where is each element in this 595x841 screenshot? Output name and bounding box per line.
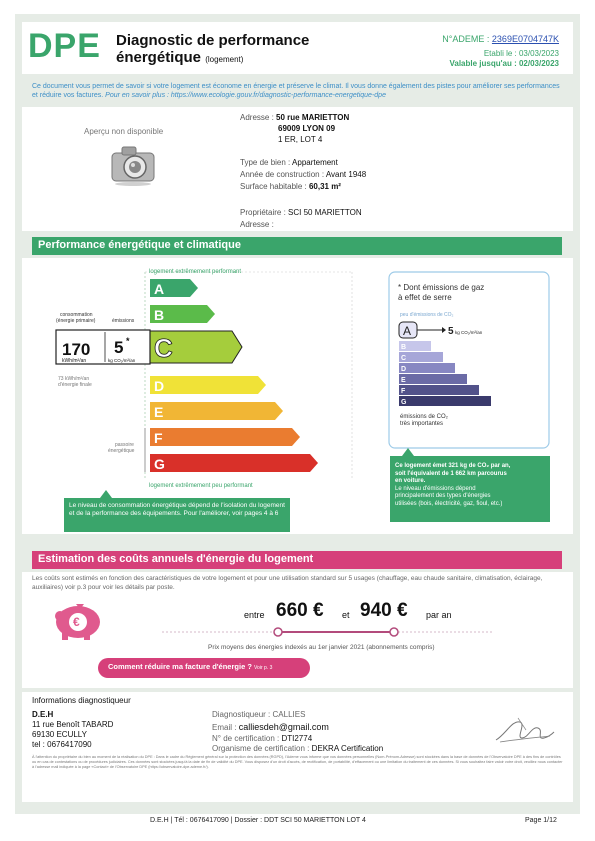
energy-bar-d (150, 376, 266, 394)
intro-more-link[interactable]: Pour en savoir plus : https://www.ecologie.gouv.fr/diagnostic-performance-energetique-dpe (105, 92, 386, 99)
ges-callout-line3: en voiture. (395, 478, 426, 484)
ges-letter-f: F (401, 388, 406, 395)
annee-label: Année de construction : (240, 170, 325, 179)
ges-letter-d: D (401, 366, 407, 373)
cost-max: 940 € (360, 600, 408, 621)
org-value: DEKRA Certification (311, 744, 384, 753)
adresse-line3: 1 ER, LOT 4 (278, 135, 323, 144)
date-etabli: Etabli le : 03/03/2023 (483, 49, 559, 58)
performance-section-title: Performance énergétique et climatique (32, 237, 562, 255)
costs-description: Les coûts sont estimés en fonction des caractéristiques de votre logement et pour une utilisation standard sur 5 usages (chauffage, eau chaude sanitaire, climatisation, éclairage, auxiliaires) voir p.3 pour voir les détails par poste. (32, 575, 543, 591)
energy-letter-b: B (154, 307, 165, 323)
org-label: Organisme de certification : (212, 744, 310, 753)
emis-label: émissions (112, 318, 135, 324)
adresse-line2-wrap (278, 124, 335, 134)
type-label: Type de bien : (240, 158, 291, 167)
costs-box (22, 572, 573, 688)
ges-callout-line6: utilisées (bois, électricité, gaz, fioul, etc.) (395, 500, 503, 507)
conso-unit: kWh/m²/an (62, 358, 87, 364)
energy-letter-e: E (154, 404, 164, 420)
org-row (212, 744, 383, 753)
piggy-bank-icon (50, 596, 106, 642)
type-value: Appartement (292, 158, 338, 167)
title-line1: Diagnostic de performance (116, 32, 310, 49)
signature (492, 710, 556, 748)
energy-bar-c-current (150, 331, 242, 363)
energy-letter-a: A (154, 281, 165, 297)
prices-note: Prix moyens des énergies indexés au 1er janvier 2021 (abonnements compris) (208, 644, 435, 651)
ges-callout-line5: principalement des types d'énergies (395, 493, 491, 499)
cert-row (212, 734, 312, 743)
ges-title-line2: à effet de serre (398, 293, 452, 302)
legal-notice: À l'attention du propriétaire du bien au moment de la réalisation du DPE : Dans le cadre du Règlement général sur la protection des données (RGPD), l'Ademe vous informe que vos données personnelles (Nom-Prénom-Adresse) sont stockées dans la base de données de l'Observatoire DPE à des fins de contrôles ou en cas de contestations ou de procédures judiciaires. Ces données sont stockées jusqu'à la date de fin de validité du DPE. Vous disposez d'un droit d'accès, de rectification, de portabilité, d'effacement ou une limitation du traitement de ces données. Si vous souhaitez faire valoir votre droit, veuillez nous contacter à l'adresse mail indiquée à la page «Contact» de l'Observatoire DPE (https://observatoire-dpe.ademe.fr/). (32, 755, 563, 769)
ges-letter-c: C (401, 355, 407, 362)
footer-text: D.E.H | Tél : 0676417090 | Dossier : DDT SCI 50 MARIETTON LOT 4 (150, 817, 366, 824)
proprio-row (240, 208, 362, 218)
diagnostiqueur-row (212, 710, 305, 719)
annee-row (240, 170, 366, 180)
photo-unavailable-label: Aperçu non disponible (84, 127, 164, 136)
ges-bar-d (399, 363, 455, 373)
final-energy-label: 73 kWh/m²/an d'énergie finale (58, 376, 92, 388)
surface-row (240, 182, 341, 192)
cert-label: N° de certification : (212, 734, 280, 743)
cost-min: 660 € (276, 600, 324, 621)
top-performance-label: logement extrêmement performant (149, 269, 242, 275)
proprio-adresse-label: Adresse : (240, 220, 274, 229)
ges-callout (395, 463, 545, 508)
ges-letter-b: B (401, 344, 407, 351)
energy-bar-f (150, 428, 300, 446)
intro-body: Ce document vous permet de savoir si votre logement est économe en énergie et préserve le climat. Il vous donne également des pistes pour améliorer ses performances et réduire vos factures. (32, 83, 560, 99)
energy-bar-e (150, 402, 283, 420)
ges-letter-a: A (403, 324, 412, 338)
property-block (22, 107, 573, 231)
emis-star: * (126, 336, 130, 346)
ges-bar-g (399, 396, 491, 406)
ges-callout-line4: Le niveau d'émissions dépend (395, 485, 476, 492)
ges-callout-line1: Ce logement émet 321 kg de CO₂ par an, (395, 463, 511, 469)
cert-value: DTI2774 (281, 734, 313, 743)
diagnostic-box (22, 692, 573, 802)
energy-letter-g: G (154, 456, 165, 472)
costs-section-title: Estimation des coûts annuels d'énergie du logement (32, 551, 562, 569)
ges-bar-b (399, 341, 431, 351)
ges-bottom-label-line1: émissions de CO₂ (400, 414, 449, 420)
par-an-label: par an (426, 610, 452, 620)
conso-label: consommation (énergie primaire) (56, 312, 96, 324)
diag-tel: tel : 0676417090 (32, 740, 92, 749)
energy-letter-d: D (154, 378, 165, 394)
emis-unit: kg CO₂/m²/an (108, 358, 136, 363)
ges-bar-e (399, 374, 467, 384)
email-value[interactable]: calliesdeh@gmail.com (238, 722, 329, 732)
page-title (116, 32, 346, 68)
diag-address2: 69130 ECULLY (32, 730, 87, 739)
diagnostiqueur-value: CALLIES (272, 710, 306, 719)
dpe-logo: DPE (28, 27, 101, 65)
email-label: Email : (212, 723, 237, 732)
entre-label: entre (244, 610, 265, 620)
ademe-label: N°ADEME : (442, 34, 490, 44)
ges-bar-c (399, 352, 443, 362)
type-row (240, 158, 338, 168)
diag-company: D.E.H (32, 710, 54, 719)
energy-letter-f: F (154, 430, 163, 446)
adresse-line1: 50 rue MARIETTON (276, 113, 350, 122)
diagnostiqueur-label: Diagnostiqueur : (212, 710, 271, 719)
ges-unit: kg CO₂/m²/an (455, 330, 483, 335)
energy-callout: Le niveau de consommation énergétique dépend de l'isolation du logement et de la performance des équipements. Pour l'améliorer, voir pages 4 à 6 (69, 502, 285, 517)
camera-icon (108, 141, 158, 187)
ges-bottom-label-line2: très importantes (400, 421, 444, 427)
passoire-label: passoire énergétique (108, 442, 135, 454)
ges-bar-f (399, 385, 479, 395)
date-valable: Valable jusqu'au : 02/03/2023 (449, 59, 559, 68)
energy-bar-b (150, 305, 215, 323)
cost-range-bar (162, 626, 492, 638)
ges-title-line1: * Dont émissions de gaz (398, 283, 485, 292)
intro-text (32, 82, 562, 100)
surface-label: Surface habitable : (240, 182, 307, 191)
energy-bar-a (150, 279, 198, 297)
ademe-number-row (442, 34, 559, 44)
proprio-value: SCI 50 MARIETTON (288, 208, 362, 217)
energy-letter-c: C (154, 333, 173, 363)
page-number: Page 1/12 (525, 817, 557, 824)
reduce-bill-button[interactable] (98, 658, 310, 678)
performance-box (22, 258, 573, 534)
svg-text:€: € (73, 615, 80, 629)
header (22, 22, 573, 74)
email-row (212, 722, 329, 732)
reduce-bill-label: Comment réduire ma facture d'énergie ? (108, 662, 252, 671)
ges-callout-line2: soit l'équivalent de 1 662 km parcourus (395, 470, 507, 477)
ges-letter-g: G (401, 399, 407, 406)
emis-value: 5 (114, 338, 124, 357)
title-suffix: (logement) (205, 55, 244, 64)
ges-top-label: peu d'émissions de CO₂ (400, 312, 454, 318)
ges-value: 5 (448, 326, 454, 337)
diag-address1: 11 rue Benoît TABARD (32, 720, 114, 729)
address-row (240, 113, 349, 123)
proprio-label: Propriétaire : (240, 208, 286, 217)
adresse-line2: 69009 LYON 09 (278, 124, 336, 133)
adresse-label: Adresse : (240, 113, 274, 122)
conso-value: 170 (62, 340, 91, 359)
energy-bar-g (150, 454, 318, 472)
diagnostic-title: Informations diagnostiqueur (32, 696, 131, 705)
bottom-performance-label: logement extrêmement peu performant (149, 483, 253, 489)
annee-value: Avant 1948 (325, 170, 367, 179)
et-label: et (342, 610, 350, 620)
ges-letter-e: E (401, 377, 406, 384)
surface-value: 60,31 m² (308, 182, 341, 191)
title-line2: énergétique (116, 49, 202, 66)
reduce-bill-ref: Voir p. 3 (254, 665, 273, 671)
ademe-number-link[interactable]: 2369E0704747K (491, 34, 559, 44)
